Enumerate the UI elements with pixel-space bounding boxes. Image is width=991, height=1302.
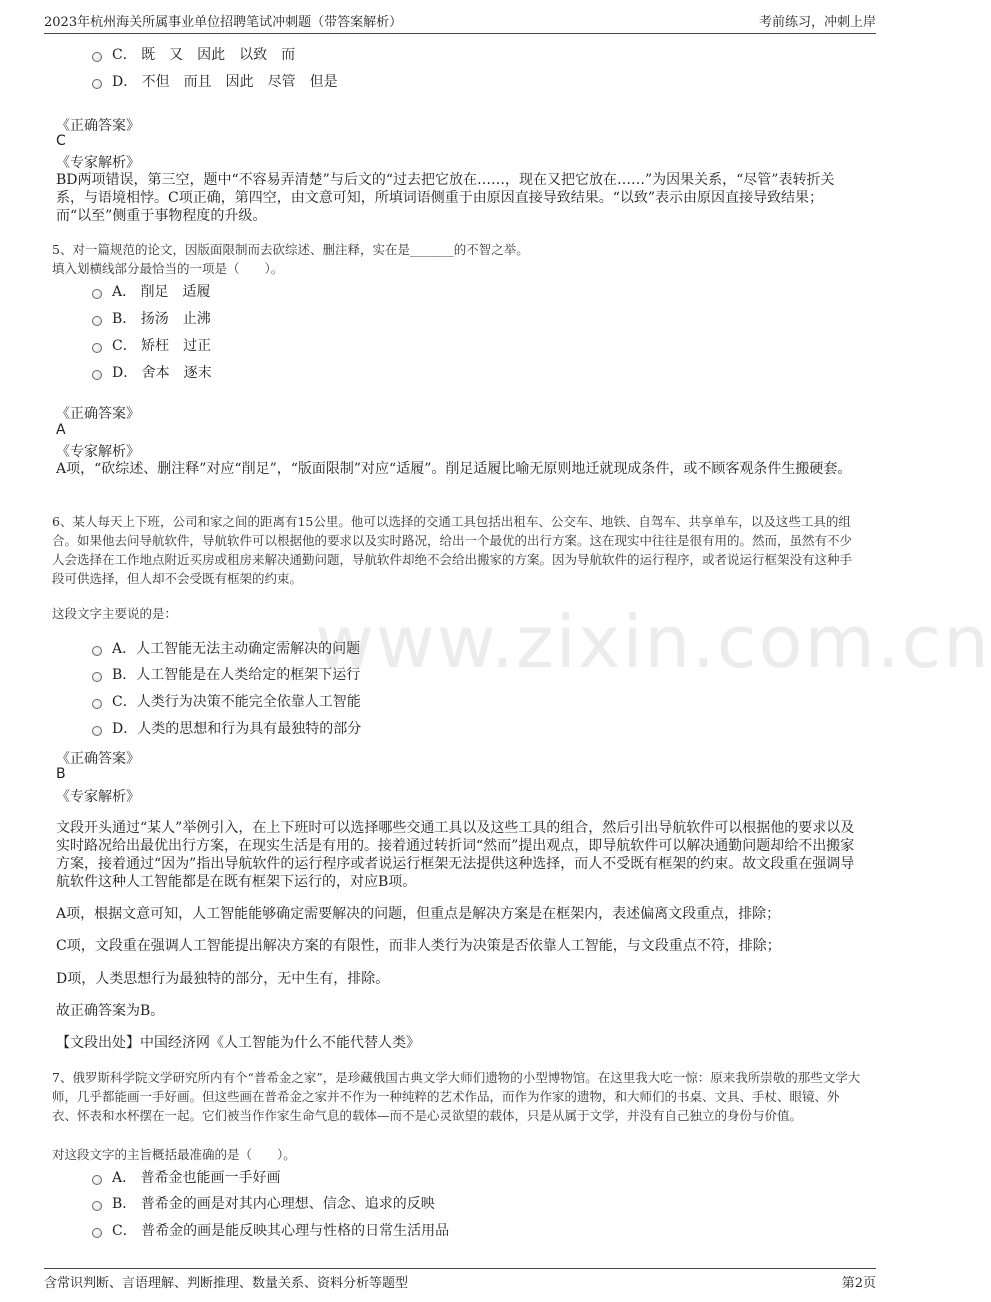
radio-icon[interactable] <box>92 726 102 736</box>
radio-icon[interactable] <box>92 79 102 89</box>
header-title: 2023年杭州海关所属事业单位招聘笔试冲刺题（带答案解析） <box>44 15 403 30</box>
radio-icon[interactable] <box>92 1175 102 1185</box>
option-c[interactable] <box>92 691 361 711</box>
answer-value: B <box>56 766 66 782</box>
option-a[interactable] <box>92 281 211 301</box>
analysis-text: D项，人类思想行为最独特的部分，无中生有，排除。 <box>56 971 390 987</box>
radio-icon[interactable] <box>92 699 102 709</box>
option-d[interactable] <box>92 718 361 738</box>
radio-icon[interactable] <box>92 343 102 353</box>
question-stem: 7、俄罗斯科学院文学研究所内有个“普希金之家”，是珍藏俄国古典文学大师们遗物的小型博物馆。在这里我大吃一惊：原来我所崇敬的那些文学大师，几乎都能画一手好画。但这些画在普希金之家并不作为一种纯粹的艺术作品，而作为作家的遗物，和大师们的书桌、文具、手杖、眼镜、外衣、怀表和水杯摆在一起。它们被当作作家生命气息的载体—而不是心灵欲望的载体，只是从属于文学，并没有自己独立的身份与价值。 <box>52 1070 861 1123</box>
option-text: D．人类的思想和行为具有最独特的部分 <box>112 721 362 737</box>
option-text: A． 削足 适履 <box>112 284 211 300</box>
analysis-text: 故正确答案为B。 <box>56 1003 165 1019</box>
analysis-label: 《专家解析》 <box>56 444 140 460</box>
option-text: C． 矫枉 过正 <box>112 338 212 354</box>
option-text: B． 扬汤 止沸 <box>112 311 211 327</box>
answer-label: 《正确答案》 <box>56 751 140 767</box>
radio-icon[interactable] <box>92 1228 102 1238</box>
option-b[interactable] <box>92 1193 435 1213</box>
option-a[interactable] <box>92 1167 281 1187</box>
analysis-text: A项，“砍综述、删注释”对应“削足”，“版面限制”对应“适履”。削足适履比喻无原则地迁就现成条件，或不顾客观条件生搬硬套。 <box>56 461 852 477</box>
option-b[interactable] <box>92 664 360 684</box>
analysis-text: C项，文段重在强调人工智能提出解决方案的有限性，而非人类行为决策是否依靠人工智能，与文段重点不符，排除； <box>56 938 781 954</box>
analysis-label: 《专家解析》 <box>56 155 140 171</box>
analysis-text: A项，根据文意可知，人工智能能够确定需要解决的问题，但重点是解决方案是在框架内，表述偏离文段重点，排除； <box>56 906 781 922</box>
option-text: C．人类行为决策不能完全依靠人工智能 <box>112 694 361 710</box>
option-d[interactable] <box>92 71 338 91</box>
option-c[interactable] <box>92 335 211 355</box>
question-prompt: 填入划横线部分最恰当的一项是（ ）。 <box>52 261 284 276</box>
option-d[interactable] <box>92 362 212 382</box>
option-text: A． 普希金也能画一手好画 <box>112 1170 281 1186</box>
analysis-label: 《专家解析》 <box>56 789 140 805</box>
footer-description: 含常识判断、言语理解、判断推理、数量关系、资料分析等题型 <box>44 1276 409 1291</box>
answer-label: 《正确答案》 <box>56 118 140 134</box>
radio-icon[interactable] <box>92 370 102 380</box>
option-text: D． 舍本 逐末 <box>112 365 212 381</box>
option-text: B． 普希金的画是对其内心理想、信念、追求的反映 <box>112 1196 435 1212</box>
source-text: 【文段出处】中国经济网《人工智能为什么不能代替人类》 <box>56 1035 420 1051</box>
option-c[interactable] <box>92 1220 449 1240</box>
page-header <box>44 8 876 34</box>
radio-icon[interactable] <box>92 672 102 682</box>
answer-value: A <box>56 422 66 438</box>
question-stem: 6、某人每天上下班，公司和家之间的距离有15公里。他可以选择的交通工具包括出租车、公交车、地铁、自驾车、共享单车，以及这些工具的组合。如果他去问导航软件，导航软件可以根据他的要求以及实时路况，给出一个最优的出行方案。这在现实中往往是很有用的。然而，虽然有不少人会选择在工作地点附近买房或租房来解决通勤问题，导航软件却绝不会给出搬家的方案。因为导航软件的运行程序，或者说运行框架没有这种手段可供选择，但人却不会受既有框架的约束。 <box>52 514 853 586</box>
option-b[interactable] <box>92 308 211 328</box>
option-text: C． 普希金的画是能反映其心理与性格的日常生活用品 <box>112 1223 450 1239</box>
radio-icon[interactable] <box>92 289 102 299</box>
option-text: A．人工智能无法主动确定需解决的问题 <box>112 641 361 657</box>
answer-label: 《正确答案》 <box>56 406 140 422</box>
page-number: 第2页 <box>841 1276 876 1291</box>
analysis-text: BD两项错误，第三空，题中“不容易弄清楚”与后文的“过去把它放在……，现在又把它放在……”为因果关系，“尽管”表转折关系，与语境相悖。C项正确，第四空，由文意可知，所填词语侧重于由原因直接导致结果。“以致”表示由原因直接导致结果；而“以至”侧重于事物程度的升级。 <box>56 172 835 224</box>
watermark: www.zixin.com.cn <box>315 600 991 684</box>
radio-icon[interactable] <box>92 1201 102 1211</box>
answer-value: C <box>56 133 66 149</box>
question-prompt: 对这段文字的主旨概括最准确的是（ ）。 <box>52 1147 296 1162</box>
header-slogan: 考前练习，冲刺上岸 <box>758 15 876 30</box>
option-text: C． 既 又 因此 以致 而 <box>112 47 296 63</box>
option-text: B．人工智能是在人类给定的框架下运行 <box>112 667 361 683</box>
radio-icon[interactable] <box>92 52 102 62</box>
analysis-text: 文段开头通过“某人”举例引入，在上下班时可以选择哪些交通工具以及这些工具的组合，然后引出导航软件可以根据他的要求以及实时路况给出最优出行方案，在现实生活是有用的。接着通过转折词“然而”提出观点，即导航软件可以解决通勤问题却给不出搬家方案，接着通过“因为”指出导航软件的运行程序或者说运行框架无法提供这种选择，而人不受既有框架的约束。故文段重在强调导航软件这种人工智能都是在既有框架下运行的，对应B项。 <box>56 820 855 890</box>
radio-icon[interactable] <box>92 646 102 656</box>
option-text: D． 不但 而且 因此 尽管 但是 <box>112 74 338 90</box>
radio-icon[interactable] <box>92 316 102 326</box>
page-footer <box>44 1268 876 1294</box>
question-prompt: 这段文字主要说的是： <box>52 606 178 621</box>
option-c[interactable] <box>92 44 295 64</box>
option-a[interactable] <box>92 638 360 658</box>
question-stem: 5、对一篇规范的论文，因版面限制而去砍综述、删注释，实在是_______的不智之举。 <box>52 242 529 257</box>
